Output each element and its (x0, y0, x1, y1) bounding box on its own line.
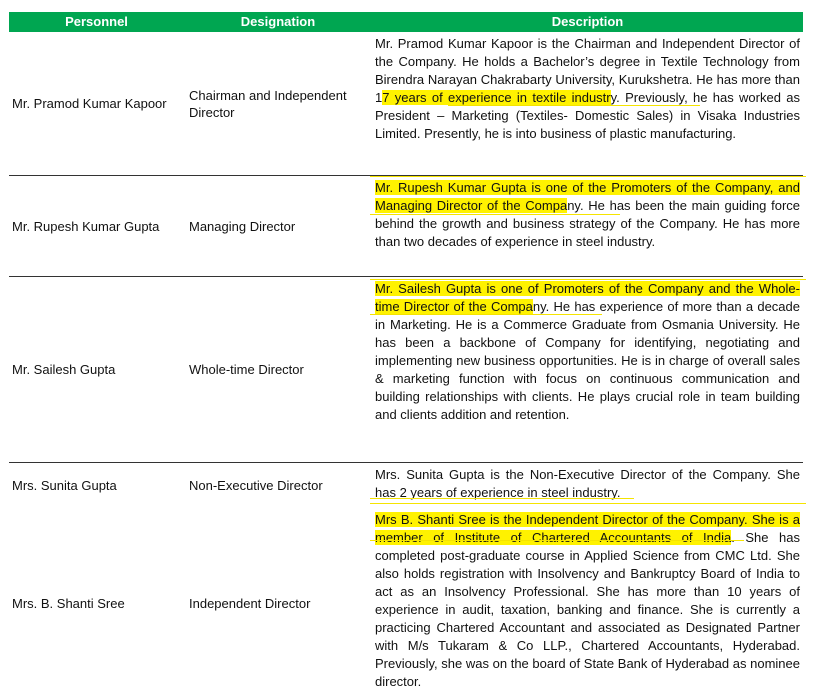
description-text: . She has completed post-graduate course in Applied Science from CMC Ltd. She also holds registration with Insolvency and Bankruptcy Board of India to act as an Insolvency Professional. She has more than 10 years of experience in audit, taxation, banking and finance. She is currently a practicing Chartered Accountant and associated as Designated Partner with M/s Tukaram & Co LLP., Chartered Accountants, Hyderabad. Previously, she was on the board of State Bank of Hyderabad as nominee director. (375, 530, 800, 689)
highlighted-text: Mr. Sailesh Gupta is one of Promoters of the Company and the Whole-time Director of the Compa (375, 281, 800, 314)
designation-cell: Chairman and Independent Director (189, 87, 347, 120)
description-text: ny. He has experience of more than a decade in Marketing. He is a Commerce Graduate from Osmania University. He has been a backbone of Company for identifying, negotiating and implementing new business opportunities. He is in charge of overall sales & marketing function with focus on continuous communication and building relationships with clients. He plays crucial role in team building and clients addition and retention. (375, 299, 800, 422)
description-cell (372, 508, 803, 698)
description-cell (372, 463, 803, 508)
directors-table (9, 12, 803, 698)
header-description: Description (551, 14, 624, 29)
highlighted-text: Mr. Rupesh Kumar Gupta is one of the Promoters of the Company, and Managing Director of the Compa (375, 180, 800, 213)
highlight-stroke (370, 540, 744, 541)
designation-cell: Independent Director (189, 595, 311, 611)
designation-cell: Non-Executive Director (189, 478, 323, 493)
description-cell (372, 277, 803, 462)
highlight-stroke (370, 503, 806, 504)
highlight-stroke (370, 279, 806, 280)
highlight-stroke (370, 498, 634, 499)
highlight-stroke (370, 314, 602, 315)
header-designation: Designation (240, 14, 316, 29)
description-cell (372, 32, 803, 175)
description-text: ny. He has been the main guiding force behind the growth and business strategy of the Company. He has more than two decades of experience in steel industry. (375, 198, 801, 249)
highlight-stroke (448, 105, 700, 106)
description-text: Mr. Pramod Kumar Kapoor is the Chairman and Independent Director of the Company. He holds a Bachelor’s degree in Textile Technology from Birendra Narayan Chakrabarty University, Kurukshetra. He has more than 1 (375, 36, 800, 105)
table-row (9, 463, 803, 508)
highlight-stroke (370, 176, 806, 177)
header-personnel: Personnel (65, 14, 128, 29)
highlighted-text: 7 years of experience in textile industr (382, 90, 611, 105)
highlight-stroke (370, 214, 620, 215)
description-cell (372, 176, 803, 276)
designation-cell: Whole-time Director (189, 362, 304, 377)
table-header (9, 12, 803, 32)
designation-cell: Managing Director (189, 218, 296, 234)
personnel-cell: Mrs. B. Shanti Sree (12, 595, 125, 611)
table-row (9, 277, 803, 463)
personnel-cell: Mrs. Sunita Gupta (12, 478, 117, 493)
table-row (9, 508, 803, 698)
description-text: Mrs. Sunita Gupta is the Non-Executive Director of the Company. She has 2 years of experience in steel industry. (375, 467, 800, 500)
personnel-cell: Mr. Sailesh Gupta (12, 362, 116, 377)
table-row (9, 176, 803, 277)
description-text: y. Previously, he has worked as President – Marketing (Textiles- Domestic Sales) in Visaka Industries Limited. Presently, he is into business of plastic manufacturing. (375, 90, 800, 141)
personnel-cell: Mr. Rupesh Kumar Gupta (12, 218, 160, 234)
personnel-cell: Mr. Pramod Kumar Kapoor (12, 96, 167, 111)
highlighted-text: Mrs B. Shanti Sree is the Independent Director of the Company. She is a member of Institute of Chartered Accountants of India (375, 512, 800, 545)
table-row (9, 32, 803, 176)
